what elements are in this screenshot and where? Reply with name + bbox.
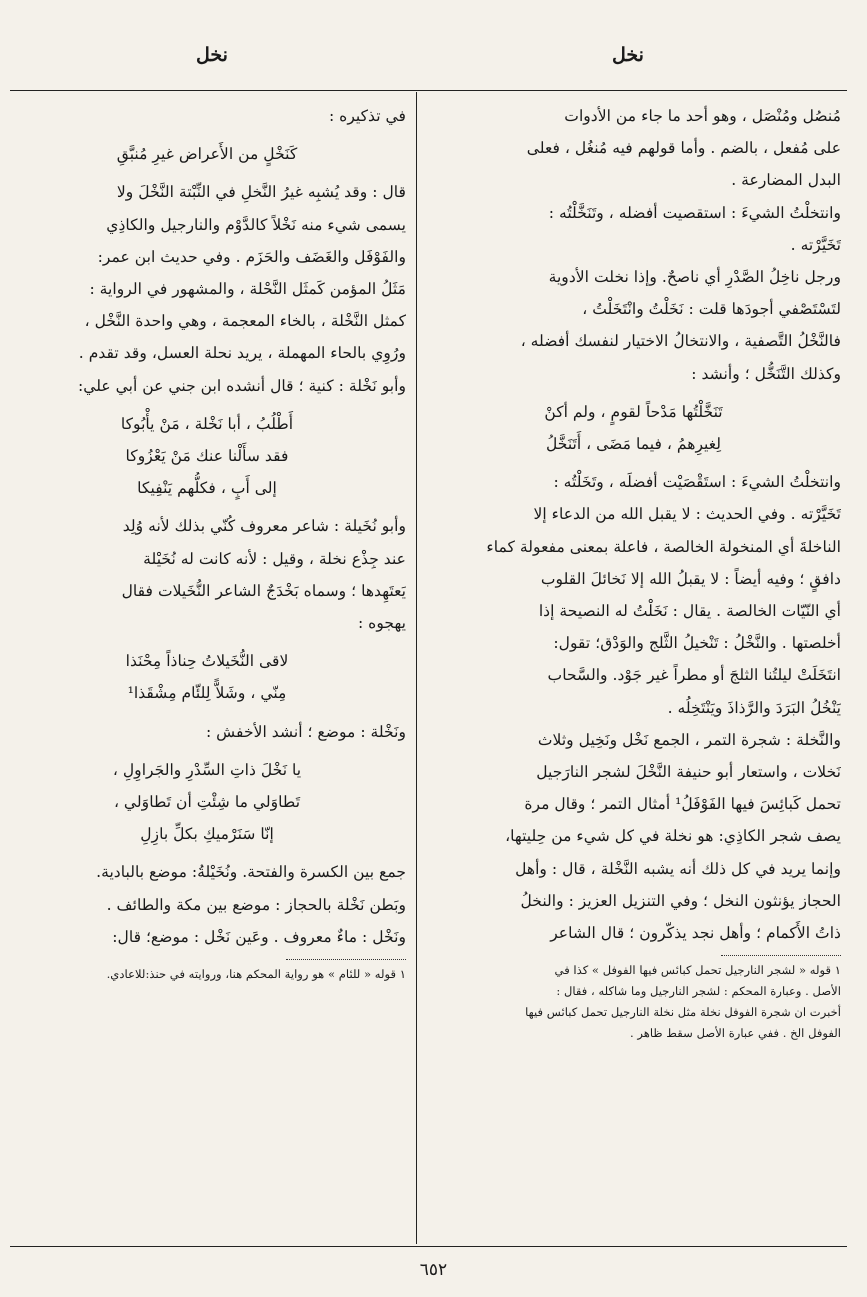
- right-column: [426, 100, 841, 1044]
- verse-block: [8, 754, 406, 851]
- text-line: لتَسْتَصْفي أجودَها قلت : نَخَلْتُ وانْتَخَلْتُ ،: [582, 300, 841, 319]
- text-line: تَخَيَّرْته . وفي الحديث : لا يقبل الله من الدعاء إلا: [533, 505, 841, 524]
- footnote-line: ١ قوله « لشجر النارجيل تحمل كبائس فيها الفوفل » كذا في: [554, 963, 841, 978]
- verse-line: يا نَخْلَ ذاتِ السِّدْرِ والجَراوِلِ ،: [112, 760, 302, 779]
- page-number: ٦٥٢: [419, 1260, 448, 1280]
- verse-line: لاقى النُّخَيلاتُ حِناذاً مِحْنَذا: [125, 652, 289, 671]
- verse-line: فقد سأَلْنا عنك مَنْ يَعْزُوكا: [125, 447, 289, 466]
- text-line: وأبو نَخْلة : كنية ؛ قال أنشده ابن جني عن أبي علي:: [77, 376, 406, 395]
- headword-right: نخل: [612, 44, 644, 66]
- footnote-line: الأصل . وعبارة المحكم : لشجر النارجيل وما شاكله ، فقال :: [556, 984, 841, 999]
- footnote-line: ١ قوله « للئام » هو رواية المحكم هنا، وروايته في حنذ:للاعادي.: [106, 967, 406, 982]
- footnote-rule: [721, 955, 841, 956]
- text-line: يسمى شيء منه نَخْلاً كالدَّوْم والنارجيل والكاذِي: [106, 215, 406, 234]
- text-line: والنَّخلة : شجرة التمر ، الجمع نَخْل ونَخِيل وثلاث: [537, 730, 841, 749]
- text-line: وبَطن نَخْلة بالحجاز : موضع بين مكة والطائف .: [106, 895, 406, 914]
- verse-line: كَنَخْلٍ من الأَعراض غيرِ مُنبَّقِ: [116, 145, 298, 164]
- left-column: [8, 100, 406, 985]
- text-line: أخلصتها . والنَّخْلُ : تَنْخيلُ الثَّلج والوَدْق؛ تقول:: [553, 634, 841, 653]
- text-line: أي النّيّات الخالصة . يقال : نَخَلْتُ له النصيحة إذا: [538, 602, 841, 621]
- text-line: مُنصُل ومُنْصَل ، وهو أحد ما جاء من الأدوات: [564, 107, 841, 125]
- text-line: وإنما يريد في كل ذلك أنه يشبه النَّخْلة ، قال : وأهل: [515, 859, 841, 878]
- text-line: البدل المضارعة .: [731, 171, 841, 190]
- verse-block: [8, 138, 406, 170]
- text-line: عند جِذْع نخلة ، وقيل : لأنه كانت له نُخَيْلة: [143, 549, 406, 568]
- column-divider: [416, 92, 417, 1244]
- text-line: الحجاز يؤنثون النخل ؛ وفي التنزيل العزيز : والنخلُ: [520, 891, 841, 910]
- text-line: على مُفعل ، بالضم . وأما قولهم فيه مُنغُل ، فعلى: [526, 139, 841, 158]
- top-rule: [10, 90, 847, 91]
- text-line: وانتخلْتُ الشيءَ : استقصيت أفضله ، وتَنَخَّلْتُه :: [548, 203, 841, 222]
- verse-line: لِغيرِهمُ ، فيما مَضَى ، أَتَنَخَّلُ: [545, 435, 722, 454]
- headword-left: نخل: [196, 44, 228, 66]
- text-line: وانتخلْتُ الشيءَ : استَقْصَيْت أفضلَه ، وتَخَلْتُه :: [553, 473, 841, 492]
- text-line: قال : وقد يُشبِه غيرُ النَّخلِ في النِّبْتة النَّخْلَ ولا: [116, 183, 406, 202]
- text-line: الناخلةَ أي المنخولة الخالصة ، فاعلة بمعنى مفعولة كماء: [486, 537, 841, 556]
- footnote: [426, 960, 841, 1044]
- text-line: ونَخْل : ماءٌ معروف . وعَين نَخْل : موضع؛ قال:: [112, 927, 406, 946]
- text-line: ذاتُ الأَكمام ؛ وأهل نجد يذكّرون ؛ قال الشاعر: [550, 924, 841, 943]
- text-line: انتَخَلَتْ ليلتُنا الثلجَ أو مطراً غير جَوْد. والسَّحاب: [547, 666, 841, 685]
- text-line: يَنْخُلُ البَرَدَ والرَّذاذَ ويَنْتَخِلُه .: [667, 698, 841, 717]
- text-line: ورُوِي بالحاء المهملة ، يريد نحلة العسل، وقد تقدم .: [78, 344, 406, 363]
- verse-block: [8, 408, 406, 505]
- text-line: وكذلك التَّنَخُّل ؛ وأنشد :: [691, 364, 841, 383]
- text-line: كمثل النَّخْلة ، بالخاء المعجمة ، وهي واحدة النَّخْل ،: [84, 312, 406, 331]
- text-line: فالنَّخْلُ التَّصفية ، والانتخالُ الاختيار لنفسك أفضله ،: [520, 332, 841, 351]
- text-line: دافقٍ ؛ وفيه أيضاً : لا يقبلُ الله إلا نَخائلَ القلوب: [540, 569, 841, 588]
- footnote-rule: [286, 959, 406, 960]
- text-line: جمع بين الكسرة والفتحة. ونُخَيْلةُ: موضع بالبادية.: [96, 863, 406, 882]
- verse-block: [8, 645, 406, 709]
- footnote: [8, 964, 406, 985]
- verse-block: [426, 396, 841, 460]
- footnote-line: أخبرت ان شجرة الفوفل نخلة مثل نخلة النارجيل تحمل كبائس فيها: [525, 1005, 841, 1020]
- verse-line: تَطاوَلي ما شِئْتِ أن تَطاوَلي ،: [113, 793, 301, 812]
- text-line: يصف شجر الكاذِي: هو نخلة في كل شيء من حِليتها،: [505, 827, 841, 846]
- verse-line: أَطْلُبُ ، أبا نَخْلة ، مَنْ يأْبُوكا: [120, 414, 294, 433]
- text-line: تحمل كَبائِسَ فيها الفَوْفَلُ¹ أمثال التمر ؛ وقال مرة: [524, 795, 841, 814]
- text-line: في تذكيره :: [328, 107, 406, 125]
- verse-line: تَنَخَّلْتُها مَدْحاً لقومٍ ، ولم أكنْ: [544, 402, 723, 421]
- footnote-line: الفوفل الخ . ففي عبارة الأصل سقط ظاهر .: [629, 1026, 841, 1041]
- verse-line: مِنّي ، وشَلاًّ لِلئّام مِشْقَذا¹: [127, 684, 287, 703]
- verse-line: إلى أَبٍ ، فكلُّهم يَنْفِيكا: [137, 479, 277, 498]
- text-line: تَخَيَّرْته .: [790, 235, 841, 254]
- verse-line: إنّا سَنَرْميكِ بكلِّ بازِلِ: [140, 825, 274, 844]
- text-line: ورجل ناخِلُ الصَّدْرِ أي ناصحٌ. وإذا نخلت الأدوية: [548, 268, 841, 287]
- bottom-rule: [10, 1246, 847, 1247]
- text-line: نَخلات ، واستعار أبو حنيفة النَّخْلَ لشجر النارَجيل: [536, 763, 841, 782]
- text-line: والفَوْفَل والغَضَف والحَزَم . وفي حديث ابن عمر:: [97, 247, 406, 266]
- text-line: يَعتَهِدها ؛ وسماه بَخْدَجٌ الشاعر النُّخَيلات فقال: [121, 581, 406, 600]
- text-line: يهجوه :: [357, 614, 406, 633]
- text-line: وأبو نُخَيلة : شاعر معروف كُنّي بذلك لأنه وُلِد: [122, 517, 406, 536]
- text-line: مَثَلُ المؤمن كَمثَل النَّحْلة ، والمشهور في الرواية :: [89, 280, 406, 299]
- text-line: ونَخْلة : موضع ؛ أنشد الأخفش :: [205, 722, 406, 741]
